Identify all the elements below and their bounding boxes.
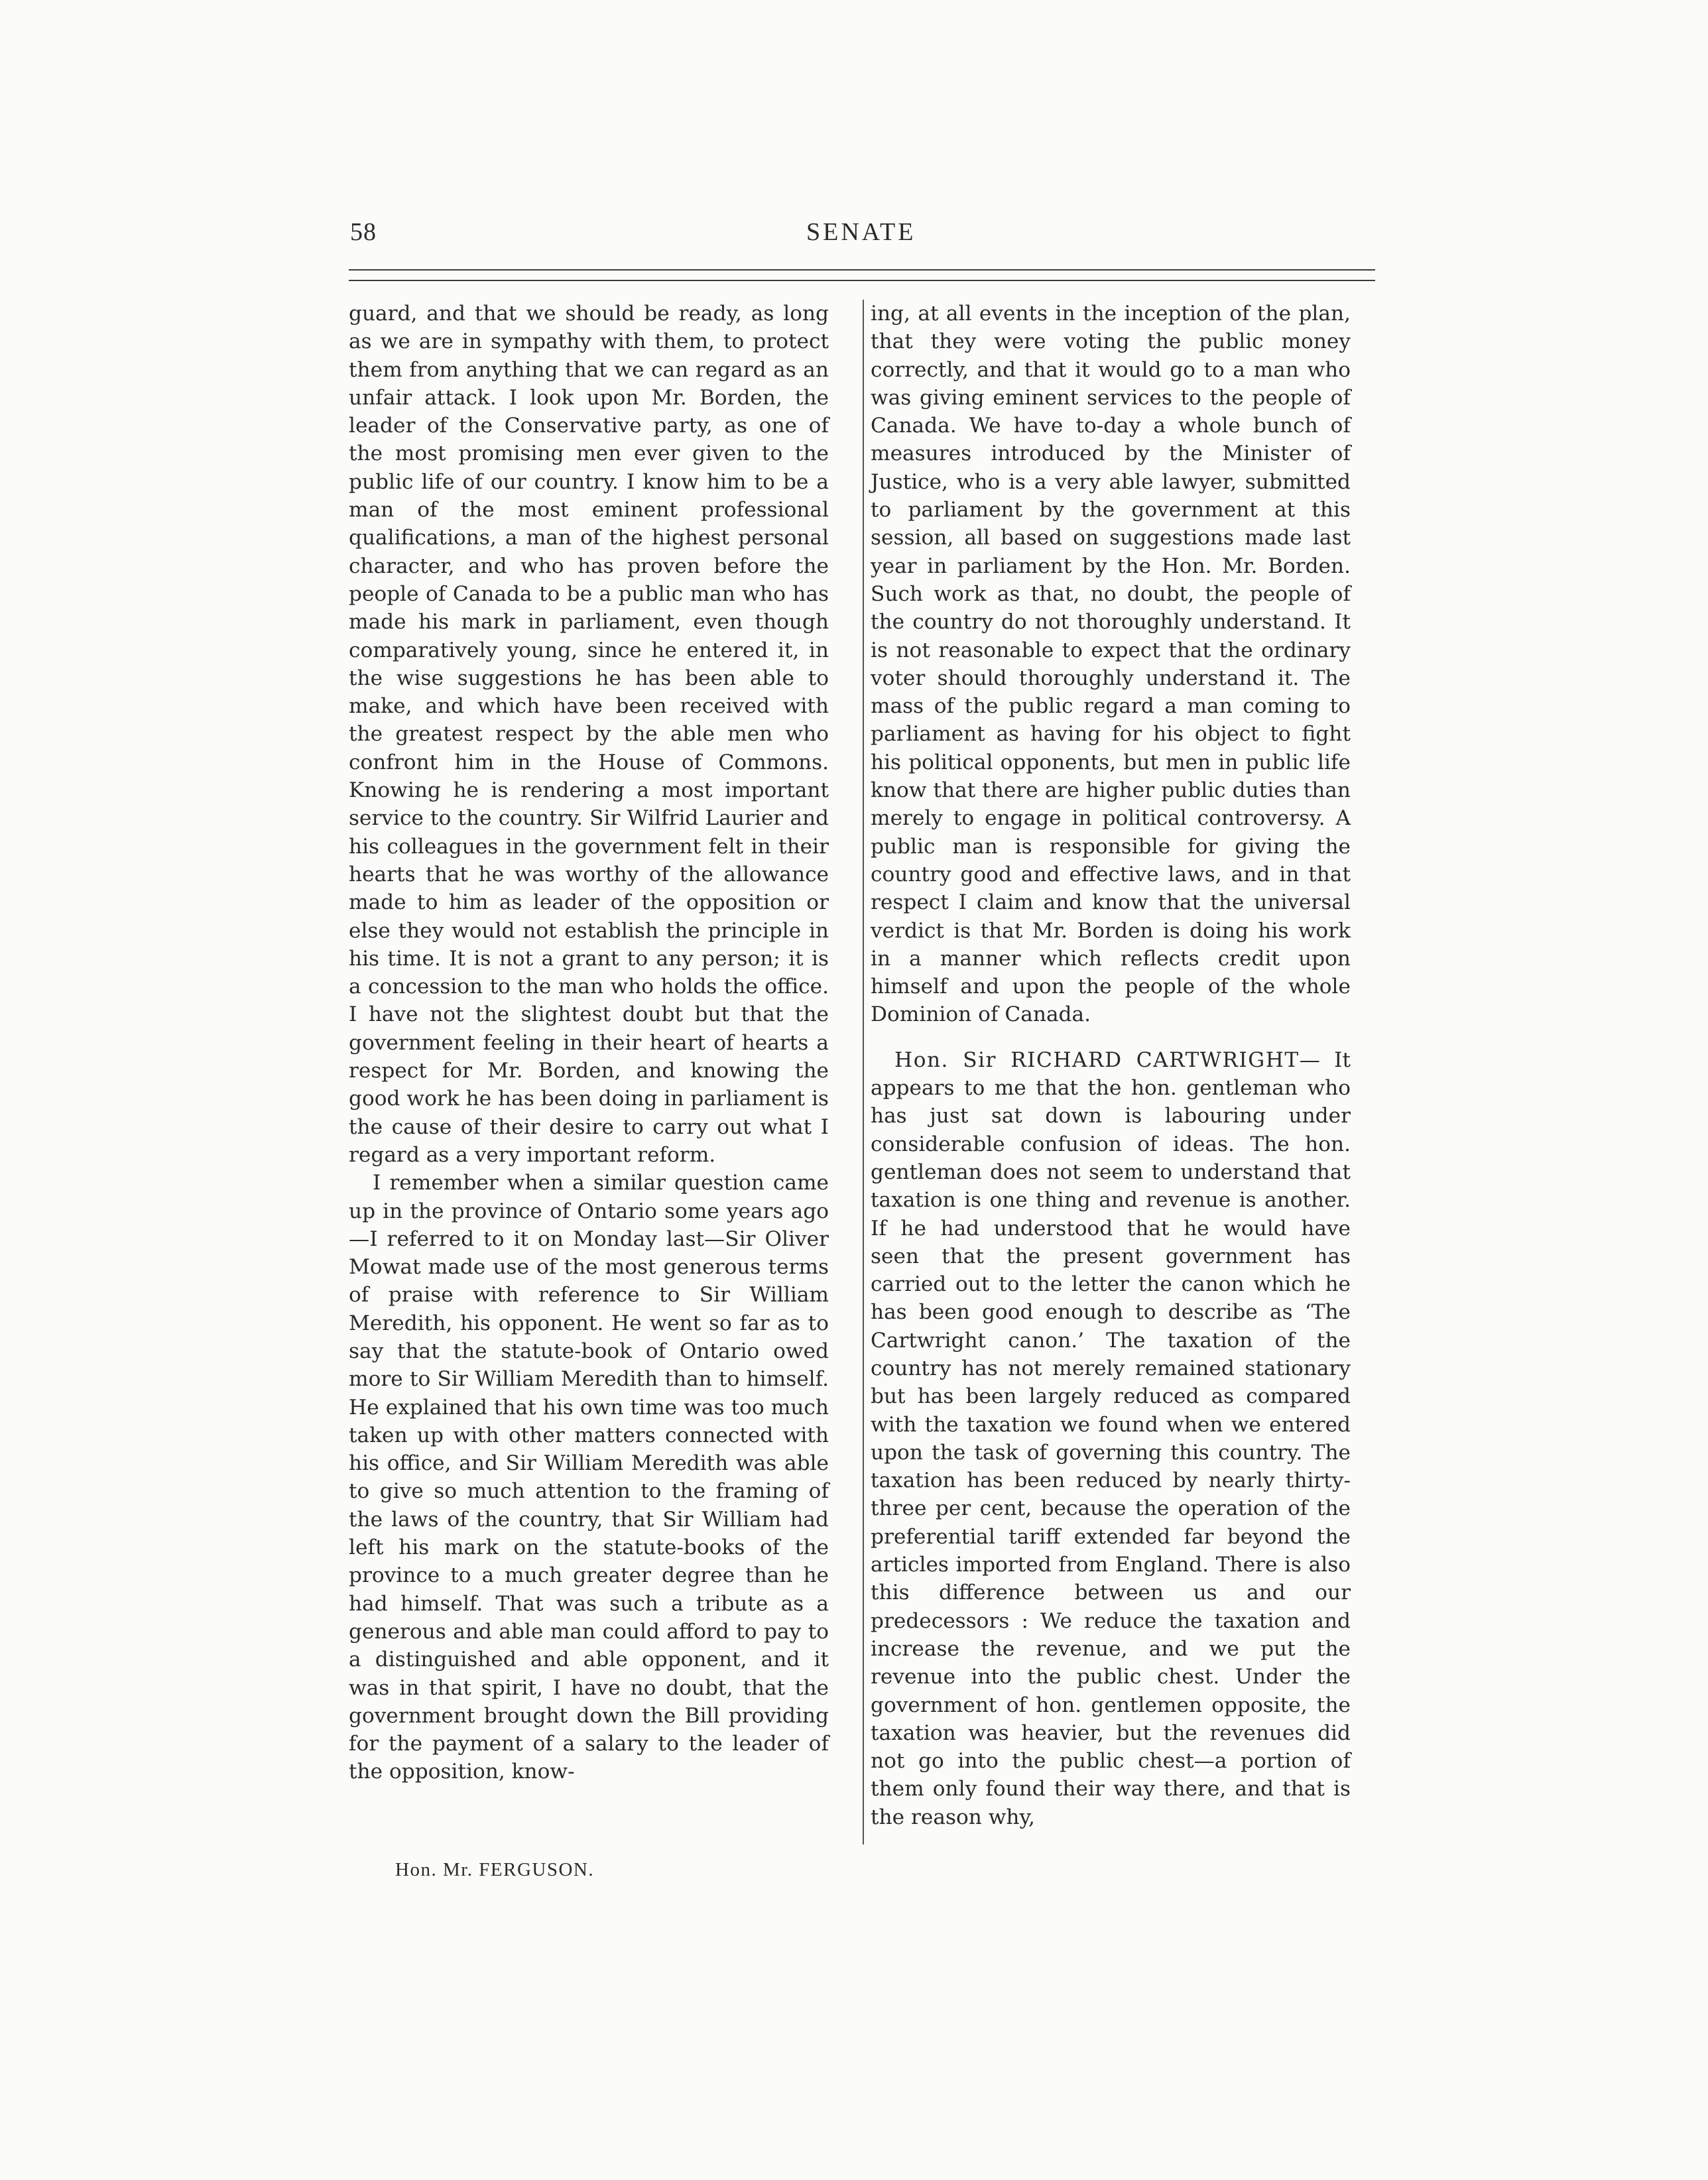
header-rule-top [349,269,1375,271]
running-title: SENATE [806,218,916,246]
right-column [871,300,1351,1831]
left-paragraph-1: guard, and that we should be ready, as long as we are in sympathy with them, to protect them from anything that we can regard as an unfair attack. I look upon Mr. Borden, the leader of the Conservative party, as one of the most promising men ever given to the public life of our country. I know him to be a man of the most eminent professional qualifications, a man of the highest personal character, and who has proven before the people of Canada to be a public man who has made his mark in parliament, even though comparatively young, since he entered it, in the wise suggestions he has been able to make, and which have been received with the greatest respect by the able men who confront him in the House of Commons. Knowing he is rendering a most important service to the country. Sir Wilfrid Laurier and his colleagues in the government felt in their hearts that he was worthy of the allowance made to him as leader of the opposition or else they would not establish the principle in his time. It is not a grant to any person; it is a concession to the man who holds the office. I have not the slightest doubt but that the government feeling in their heart of hearts a respect for Mr. Borden, and knowing the good work he has been doing in parliament is the cause of their desire to carry out what I regard as a very important reform. [349,302,829,1167]
right-paragraph-1: ing, at all events in the inception of the plan, that they were voting the public money correctly, and that it would go to a man who was giving eminent services to the people of Canada. We have to-day a whole bunch of measures introduced by the Minister of Justice, who is a very able lawyer, submitted to parliament by the government at this session, all based on suggestions made last year in parliament by the Hon. Mr. Borden. Such work as that, no doubt, the people of the country do not thoroughly understand. It is not reasonable to expect that the ordinary voter should thoroughly understand it. The mass of the public regard a man coming to parliament as having for his object to fight his political opponents, but men in public life know that there are higher public duties than merely to engage in political controversy. A public man is responsible for giving the country good and effective laws, and in that respect I claim and know that the universal verdict is that Mr. Borden is doing his work in a manner which reflects credit upon himself and upon the people of the whole Dominion of Canada. [871,302,1351,1027]
speech-paragraph [871,1046,1351,1831]
left-column [349,300,829,1786]
column-divider [863,300,864,1845]
speaker-label: Hon. Sir RICHARD CARTWRIGHT— [894,1048,1321,1072]
header-rule-bottom [349,280,1375,281]
footer-speaker-name: Hon. Mr. FERGUSON. [395,1859,595,1880]
speech-text: It appears to me that the hon. gentleman who has just sat down is labouring under considerable confusion of ideas. The hon. gentleman does not seem to understand that taxation is one thing and revenue is another. If he had understood that he would have seen that the present government has carried out to the letter the canon which he has been good enough to describe as ‘The Cartwright canon.’ The taxation of the country has not merely remained stationary but has been largely reduced as compared with the taxation we found when we entered upon the task of governing this country. The taxation has been reduced by nearly thirty-three per cent, because the operation of the preferential tariff extended far beyond the articles imported from England. There is also this difference between us and our predecessors : We reduce the taxation and increase the revenue, and we put the revenue into the public chest. Under the government of hon. gentlemen opposite, the taxation was heavier, but the revenues did not go into the public chest—a portion of them only found their way there, and that is the reason why, [871,1048,1351,1829]
page-number: 58 [350,218,377,246]
left-paragraph-2: I remember when a similar question came up in the province of Ontario some years ago—I referred to it on Monday last—Sir Oliver Mowat made use of the most generous terms of praise with reference to Sir William Meredith, his opponent. He went so far as to say that the statute-book of Ontario owed more to Sir William Meredith than to himself. He explained that his own time was too much taken up with other matters connected with his office, and Sir William Meredith was able to give so much attention to the framing of the laws of the country, that Sir William had left his mark on the statute-books of the province to a much greater degree than he had himself. That was such a tribute as a generous and able man could afford to pay to a distinguished and able opponent, and it was in that spirit, I have no doubt, that the government brought down the Bill providing for the payment of a salary to the leader of the opposition, know- [349,1171,829,1784]
